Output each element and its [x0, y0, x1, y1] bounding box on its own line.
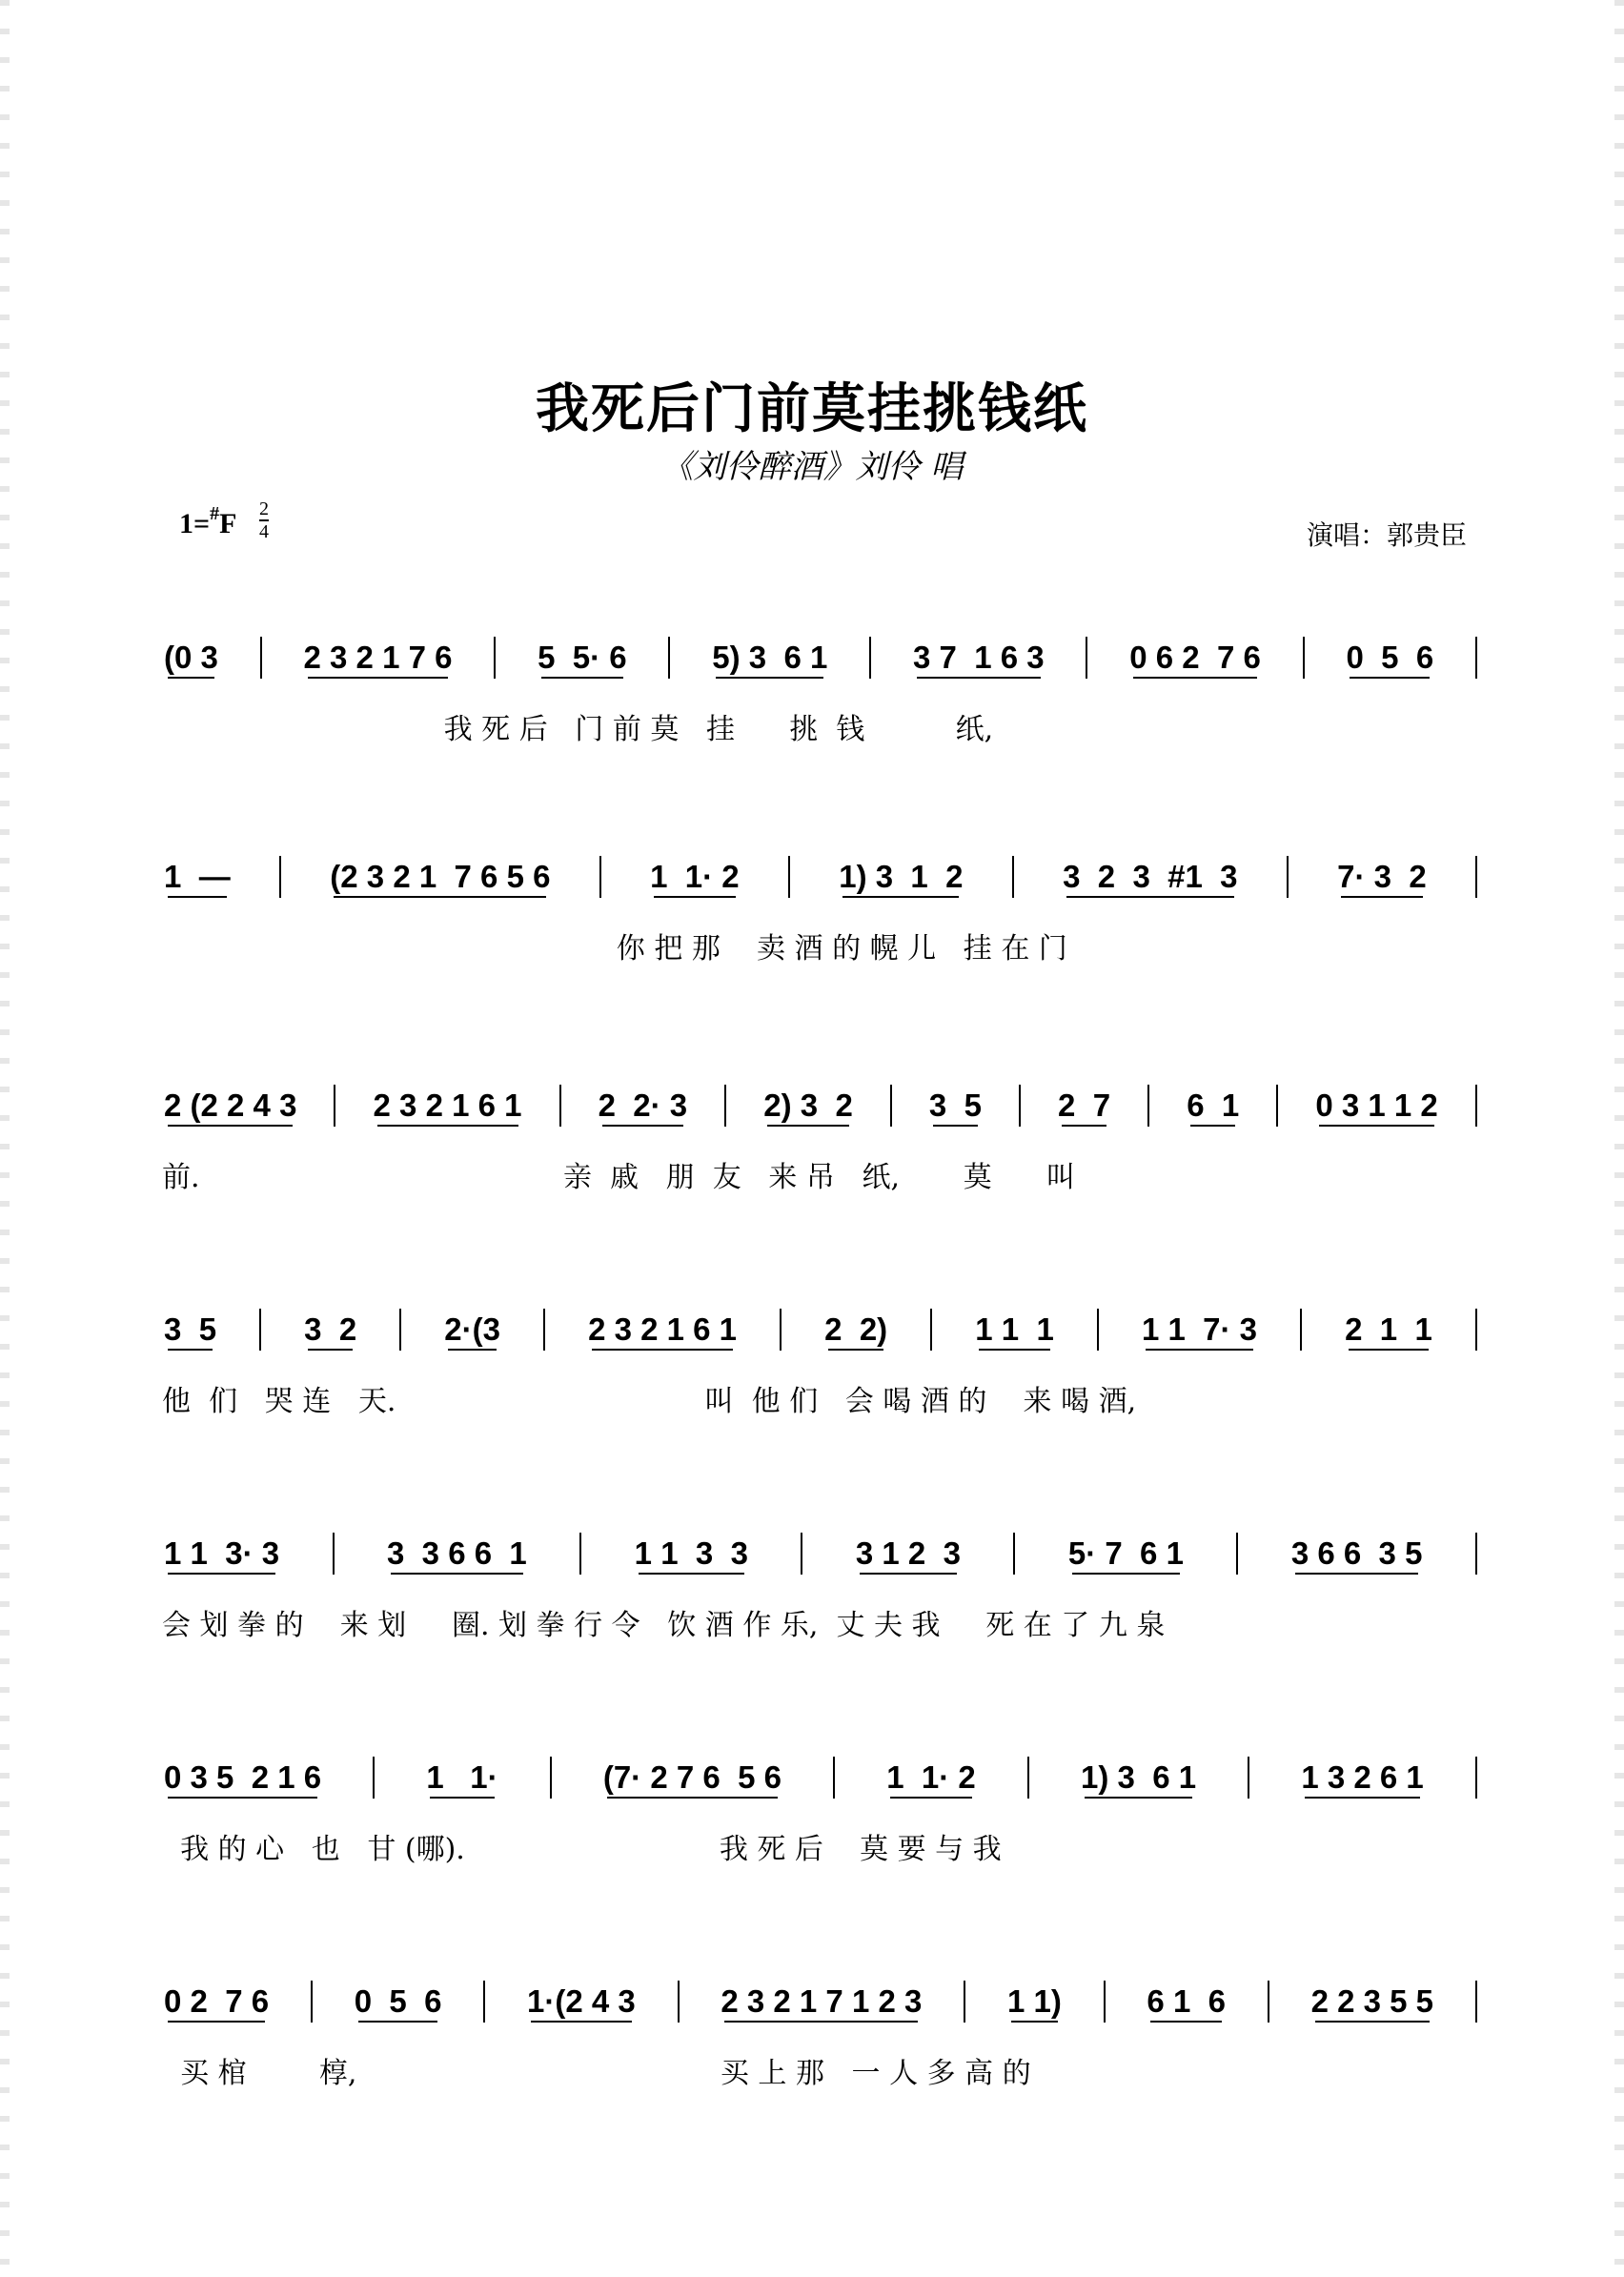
- rhythm-underline: [592, 1349, 733, 1351]
- score-system: [162, 1973, 1477, 2116]
- lyrics-line: 买 棺 椁, 买 上 那 一 人 多 高 的: [162, 2057, 1031, 2090]
- rhythm-underline: [1072, 1573, 1180, 1575]
- rhythm-underline: [168, 677, 214, 679]
- barline: [1475, 1533, 1477, 1575]
- rhythm-underline: [1146, 1349, 1253, 1351]
- notation-line: [162, 1301, 1477, 1358]
- barline: [1268, 1981, 1269, 2023]
- barline: [1027, 1757, 1029, 1799]
- barline: [1248, 1757, 1249, 1799]
- measure: 1 1 1: [975, 1311, 1054, 1347]
- rhythm-underline: [308, 677, 449, 679]
- rhythm-underline: [890, 1797, 972, 1799]
- measure: 1·(2 4 3: [527, 1983, 636, 2019]
- rhythm-underline: [1319, 1125, 1433, 1127]
- barline: [1236, 1533, 1238, 1575]
- performer-credit: 演唱：郭贵臣: [1306, 519, 1467, 551]
- measure: 6 1: [1187, 1088, 1240, 1123]
- rhythm-underline: [639, 1573, 744, 1575]
- rhythm-underline: [541, 677, 623, 679]
- barline: [869, 637, 871, 679]
- measure: 1 1· 2: [886, 1759, 976, 1795]
- rhythm-underline: [842, 896, 959, 898]
- rhythm-underline: [391, 1573, 523, 1575]
- barline: [964, 1981, 965, 2023]
- barline: [373, 1757, 375, 1799]
- rhythm-underline: [377, 1125, 518, 1127]
- rhythm-underline: [979, 1349, 1050, 1351]
- measure: 2 1 1: [1345, 1311, 1432, 1347]
- barline: [780, 1309, 782, 1351]
- key-prefix: 1=: [179, 508, 211, 539]
- rhythm-underline: [1085, 1797, 1192, 1799]
- measure: 3 5: [164, 1311, 217, 1347]
- measure: 0 3 5 2 1 6: [164, 1759, 322, 1795]
- time-numerator: 2: [259, 498, 269, 519]
- score-system: [162, 1301, 1477, 1444]
- barline: [1276, 1085, 1278, 1127]
- measure: 3 2: [304, 1311, 357, 1347]
- rhythm-underline: [430, 1797, 494, 1799]
- rhythm-underline: [1305, 1797, 1419, 1799]
- rhythm-underline: [1190, 1125, 1235, 1127]
- barline: [599, 856, 601, 898]
- rhythm-underline: [1066, 896, 1233, 898]
- measure: 1 1· 2: [650, 859, 740, 894]
- measure: 2 3 2 1 7 1 2 3: [721, 1983, 923, 2019]
- rhythm-underline: [448, 1349, 497, 1351]
- barline: [801, 1533, 802, 1575]
- barline: [333, 1533, 335, 1575]
- measure: 2 3 2 1 6 1: [373, 1088, 522, 1123]
- rhythm-underline: [168, 2021, 265, 2023]
- barline: [399, 1309, 401, 1351]
- score-system: [162, 848, 1477, 991]
- key-sharp: #: [210, 503, 220, 524]
- song-subtitle: 《刘伶醉酒》刘伶 唱: [660, 448, 964, 486]
- measure: 0 3 1 1 2: [1315, 1088, 1438, 1123]
- measure: 1 1 7· 3: [1141, 1311, 1258, 1347]
- measure: 1 1 3 3: [634, 1535, 748, 1571]
- measure: 2 (2 2 4 3: [164, 1088, 297, 1123]
- rhythm-underline: [828, 1349, 883, 1351]
- key-signature: [179, 503, 236, 540]
- measure: 2) 3 2: [763, 1088, 853, 1123]
- measure: 1 3 2 6 1: [1301, 1759, 1424, 1795]
- barline: [1475, 856, 1477, 898]
- measure: 1) 3 6 1: [1081, 1759, 1197, 1795]
- barline: [1475, 1085, 1477, 1127]
- measure: 2 2): [824, 1311, 888, 1347]
- measure: 3 2 3 #1 3: [1063, 859, 1238, 894]
- barline: [1019, 1085, 1021, 1127]
- measure: (7· 2 7 6 5 6: [602, 1759, 782, 1795]
- barline: [559, 1085, 561, 1127]
- barline: [1013, 1533, 1015, 1575]
- rhythm-underline: [917, 677, 1041, 679]
- rhythm-underline: [724, 2021, 918, 2023]
- measure: 2 3 2 1 7 6: [303, 640, 453, 675]
- measure: 5) 3 6 1: [712, 640, 828, 675]
- score-system: [162, 629, 1477, 772]
- measure: 1 1 3· 3: [164, 1535, 280, 1571]
- lyrics-line: 前. 亲 戚 朋 友 来 吊 纸, 莫 叫: [162, 1161, 1075, 1194]
- measure: (2 3 2 1 7 6 5 6: [330, 859, 551, 894]
- page-edge-decoration: [1614, 0, 1624, 2277]
- barline: [260, 637, 262, 679]
- score-system: [162, 1077, 1477, 1220]
- barline: [311, 1981, 313, 2023]
- measure: 5· 7 6 1: [1067, 1535, 1184, 1571]
- rhythm-underline: [1295, 1573, 1419, 1575]
- time-denominator: 4: [259, 521, 269, 542]
- rhythm-underline: [168, 1797, 317, 1799]
- rhythm-underline: [1133, 677, 1257, 679]
- rhythm-underline: [1315, 2021, 1430, 2023]
- rhythm-underline: [1350, 677, 1430, 679]
- barline: [1303, 637, 1305, 679]
- rhythm-underline: [1341, 896, 1423, 898]
- measure: 3 3 6 6 1: [386, 1535, 527, 1571]
- barline: [788, 856, 790, 898]
- measure: (0 3: [164, 640, 218, 675]
- measure: 2·(3: [444, 1311, 500, 1347]
- lyrics-line: 我 的 心 也 甘 (哪). 我 死 后 莫 要 与 我: [162, 1833, 1002, 1866]
- barline: [1300, 1309, 1302, 1351]
- barline: [1097, 1309, 1099, 1351]
- time-signature: [259, 499, 269, 541]
- rhythm-underline: [308, 1349, 353, 1351]
- barline: [1104, 1981, 1106, 2023]
- barline: [890, 1085, 892, 1127]
- rhythm-underline: [1011, 2021, 1058, 2023]
- score-system: [162, 1525, 1477, 1668]
- rhythm-underline: [1349, 1349, 1429, 1351]
- score-system: [162, 1749, 1477, 1892]
- barline: [1475, 1757, 1477, 1799]
- rhythm-underline: [607, 1797, 778, 1799]
- key-tonic: F: [219, 508, 237, 539]
- rhythm-underline: [334, 896, 546, 898]
- rhythm-underline: [767, 1125, 849, 1127]
- measure: 2 3 2 1 6 1: [588, 1311, 738, 1347]
- barline: [1147, 1085, 1149, 1127]
- rhythm-underline: [602, 1125, 684, 1127]
- rhythm-underline: [531, 2021, 632, 2023]
- barline: [579, 1533, 581, 1575]
- notation-line: [162, 1525, 1477, 1582]
- measure: 0 5 6: [354, 1983, 442, 2019]
- measure: 0 2 7 6: [164, 1983, 270, 2019]
- measure: 1 —: [164, 859, 231, 894]
- barline: [1086, 637, 1087, 679]
- rhythm-underline: [168, 1349, 213, 1351]
- song-title: 我死后门前莫挂挑钱纸: [536, 377, 1088, 440]
- rhythm-underline: [168, 1573, 275, 1575]
- barline: [668, 637, 670, 679]
- measure: 3 6 6 3 5: [1290, 1535, 1423, 1571]
- measure: 3 7 1 6 3: [912, 640, 1045, 675]
- measure: 3 5: [928, 1088, 982, 1123]
- measure: 1 1·: [426, 1759, 498, 1795]
- rhythm-underline: [358, 2021, 438, 2023]
- barline: [930, 1309, 932, 1351]
- rhythm-underline: [1150, 2021, 1222, 2023]
- rhythm-underline: [860, 1573, 957, 1575]
- barline: [1287, 856, 1289, 898]
- barline: [259, 1309, 261, 1351]
- rhythm-underline: [168, 896, 227, 898]
- barline: [1475, 637, 1477, 679]
- rhythm-underline: [654, 896, 736, 898]
- barline: [543, 1309, 545, 1351]
- lyrics-line: 他 们 哭 连 天. 叫 他 们 会 喝 酒 的 来 喝 酒,: [162, 1385, 1137, 1418]
- measure: 1) 3 1 2: [839, 859, 964, 894]
- measure: 5 5· 6: [538, 640, 627, 675]
- notation-line: [162, 1749, 1477, 1806]
- rhythm-underline: [1062, 1125, 1106, 1127]
- lyrics-line: 你 把 那 卖 酒 的 幌 儿 挂 在 门: [162, 932, 1067, 966]
- measure: 6 1 6: [1147, 1983, 1226, 2019]
- measure: 7· 3 2: [1337, 859, 1427, 894]
- measure: 0 5 6: [1346, 640, 1434, 675]
- rhythm-underline: [716, 677, 823, 679]
- rhythm-underline: [933, 1125, 978, 1127]
- barline: [1475, 1309, 1477, 1351]
- barline: [724, 1085, 726, 1127]
- barline: [483, 1981, 485, 2023]
- barline: [334, 1085, 335, 1127]
- barline: [678, 1981, 680, 2023]
- barline: [279, 856, 281, 898]
- barline: [1475, 1981, 1477, 2023]
- barline: [833, 1757, 835, 1799]
- barline: [1012, 856, 1014, 898]
- page-edge-decoration: [0, 0, 10, 2277]
- measure: 2 2· 3: [598, 1088, 688, 1123]
- measure: 1 1): [1006, 1983, 1062, 2019]
- measure: 2 7: [1058, 1088, 1111, 1123]
- lyrics-line: 我 死 后 门 前 莫 挂 挑 钱 纸,: [162, 713, 994, 746]
- measure: 2 2 3 5 5: [1310, 1983, 1434, 2019]
- lyrics-line: 会 划 拳 的 来 划 圈. 划 拳 行 令 饮 酒 作 乐, 丈 夫 我 死 在 了 九 泉: [162, 1609, 1166, 1642]
- measure: 0 6 2 7 6: [1129, 640, 1261, 675]
- barline: [494, 637, 496, 679]
- rhythm-underline: [168, 1125, 293, 1127]
- measure: 3 1 2 3: [855, 1535, 961, 1571]
- barline: [550, 1757, 552, 1799]
